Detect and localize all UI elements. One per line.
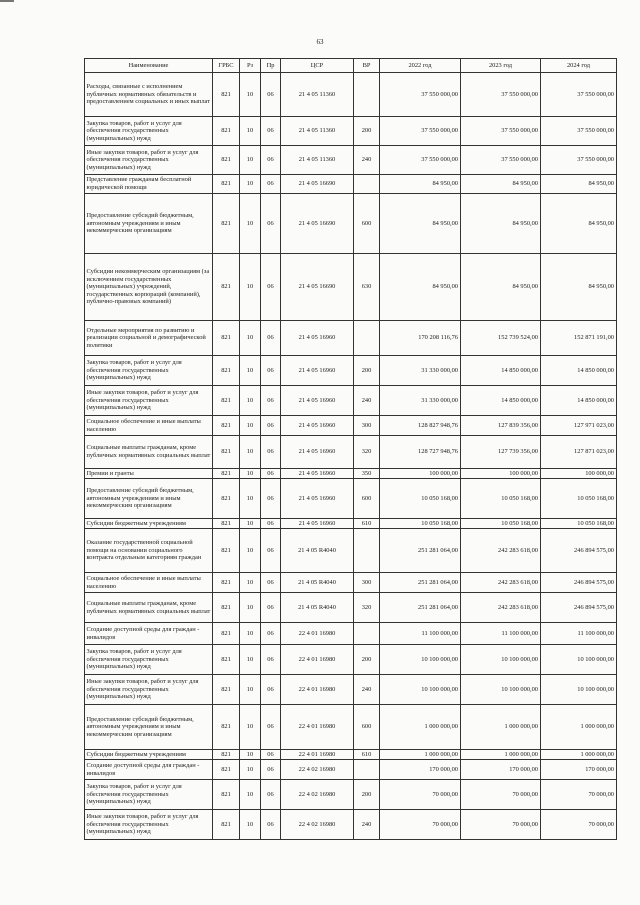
page-number: 63: [316, 38, 324, 46]
row-vr-cell: 240: [354, 146, 380, 175]
row-amount-2024-cell: 10 050 168,00: [541, 519, 617, 529]
row-vr-cell: [354, 321, 380, 356]
row-rz-cell: 10: [240, 573, 261, 593]
row-rz-cell: 10: [240, 321, 261, 356]
row-name-cell: Предоставление субсидий бюджетным, автономным учреждениям и иным некоммерческим организациям: [85, 479, 213, 519]
row-rz-cell: 10: [240, 469, 261, 479]
row-name-cell: Закупка товаров, работ и услуг для обеспечения государственных (муниципальных) нужд: [85, 117, 213, 146]
row-csr-cell: 21 4 05 16690: [281, 175, 354, 194]
row-csr-cell: 22 4 01 16980: [281, 645, 354, 675]
row-rz-cell: 10: [240, 194, 261, 254]
row-pr-cell: 06: [261, 780, 281, 810]
table-row: [85, 386, 617, 416]
row-csr-cell: 21 4 05 11360: [281, 73, 354, 117]
row-rz-cell: 10: [240, 117, 261, 146]
row-grbs-cell: 821: [213, 780, 240, 810]
row-grbs-cell: 821: [213, 675, 240, 705]
row-csr-cell: 21 4 05 11360: [281, 146, 354, 175]
row-amount-2023-cell: 10 100 000,00: [461, 675, 541, 705]
row-amount-2022-cell: 1 000 000,00: [380, 750, 461, 760]
row-pr-cell: 06: [261, 760, 281, 780]
table-row: [85, 73, 617, 117]
row-vr-cell: 630: [354, 254, 380, 321]
header-pr: Пр: [261, 59, 281, 73]
scan-edge-mark: [0, 0, 14, 2]
row-grbs-cell: 821: [213, 73, 240, 117]
row-amount-2022-cell: 10 100 000,00: [380, 675, 461, 705]
row-rz-cell: 10: [240, 750, 261, 760]
row-grbs-cell: 821: [213, 117, 240, 146]
row-grbs-cell: 821: [213, 529, 240, 573]
row-name-cell: Предоставление субсидий бюджетным, автономным учреждениям и иным некоммерческим организациям: [85, 705, 213, 750]
row-pr-cell: 06: [261, 469, 281, 479]
row-amount-2024-cell: 84 950,00: [541, 175, 617, 194]
row-amount-2023-cell: 37 550 000,00: [461, 73, 541, 117]
row-name-cell: Закупка товаров, работ и услуг для обеспечения государственных (муниципальных) нужд: [85, 645, 213, 675]
row-amount-2023-cell: 242 283 618,00: [461, 593, 541, 623]
row-amount-2023-cell: 1 000 000,00: [461, 705, 541, 750]
table-row: [85, 416, 617, 436]
row-csr-cell: 21 4 05 11360: [281, 117, 354, 146]
row-rz-cell: 10: [240, 254, 261, 321]
row-name-cell: Расходы, связанные с исполнением публичных нормативных обязательств и предоставлением социальных и иных выплат: [85, 73, 213, 117]
row-pr-cell: 06: [261, 623, 281, 645]
row-amount-2023-cell: 84 950,00: [461, 254, 541, 321]
row-amount-2022-cell: 100 000,00: [380, 469, 461, 479]
table-row: [85, 675, 617, 705]
row-amount-2022-cell: 10 100 000,00: [380, 645, 461, 675]
row-pr-cell: 06: [261, 705, 281, 750]
row-amount-2024-cell: 70 000,00: [541, 780, 617, 810]
row-csr-cell: 21 4 05 16690: [281, 254, 354, 321]
row-name-cell: Иные закупки товаров, работ и услуг для обеспечения государственных (муниципальных) нужд: [85, 675, 213, 705]
header-grbs: ГРБС: [213, 59, 240, 73]
row-amount-2022-cell: 10 050 168,00: [380, 479, 461, 519]
row-vr-cell: 600: [354, 194, 380, 254]
row-amount-2023-cell: 10 050 168,00: [461, 479, 541, 519]
row-name-cell: Оказание государственной социальной помощи на основании социального контракта отдельным категориям граждан: [85, 529, 213, 573]
row-grbs-cell: 821: [213, 750, 240, 760]
row-amount-2022-cell: 37 550 000,00: [380, 146, 461, 175]
row-pr-cell: 06: [261, 386, 281, 416]
row-amount-2024-cell: 37 550 000,00: [541, 146, 617, 175]
row-rz-cell: 10: [240, 519, 261, 529]
row-amount-2024-cell: 84 950,00: [541, 194, 617, 254]
row-csr-cell: 22 4 01 16980: [281, 750, 354, 760]
row-vr-cell: [354, 623, 380, 645]
table-row: [85, 519, 617, 529]
row-grbs-cell: 821: [213, 356, 240, 386]
table-row: [85, 321, 617, 356]
row-amount-2024-cell: 14 850 000,00: [541, 356, 617, 386]
row-amount-2024-cell: 10 050 168,00: [541, 479, 617, 519]
row-rz-cell: 10: [240, 705, 261, 750]
row-grbs-cell: 821: [213, 593, 240, 623]
row-vr-cell: 320: [354, 593, 380, 623]
table-row: [85, 194, 617, 254]
table-row: [85, 750, 617, 760]
row-amount-2024-cell: 100 000,00: [541, 469, 617, 479]
row-rz-cell: 10: [240, 356, 261, 386]
row-pr-cell: 06: [261, 519, 281, 529]
table-row: [85, 254, 617, 321]
row-amount-2024-cell: 246 894 575,00: [541, 573, 617, 593]
row-csr-cell: 21 4 05 16960: [281, 416, 354, 436]
table-row: [85, 780, 617, 810]
row-name-cell: Представление гражданам бесплатной юридической помощи: [85, 175, 213, 194]
row-amount-2024-cell: 246 894 575,00: [541, 593, 617, 623]
row-amount-2023-cell: 242 283 618,00: [461, 573, 541, 593]
row-vr-cell: 200: [354, 645, 380, 675]
row-rz-cell: 10: [240, 593, 261, 623]
row-amount-2022-cell: 10 050 168,00: [380, 519, 461, 529]
row-name-cell: Создание доступной среды для граждан - инвалидов: [85, 760, 213, 780]
row-name-cell: Предоставление субсидий бюджетным, автономным учреждениям и иным некоммерческим организациям: [85, 194, 213, 254]
row-pr-cell: 06: [261, 117, 281, 146]
row-pr-cell: 06: [261, 675, 281, 705]
row-pr-cell: 06: [261, 73, 281, 117]
row-vr-cell: 350: [354, 469, 380, 479]
table-row: [85, 645, 617, 675]
row-csr-cell: 21 4 05 16960: [281, 519, 354, 529]
row-amount-2024-cell: 37 550 000,00: [541, 73, 617, 117]
row-vr-cell: 600: [354, 479, 380, 519]
row-amount-2022-cell: 37 550 000,00: [380, 73, 461, 117]
table-row: [85, 593, 617, 623]
header-year-2023: 2023 год: [461, 59, 541, 73]
row-pr-cell: 06: [261, 645, 281, 675]
row-rz-cell: 10: [240, 146, 261, 175]
row-amount-2023-cell: 10 050 168,00: [461, 519, 541, 529]
row-amount-2022-cell: 128 827 948,76: [380, 416, 461, 436]
row-rz-cell: 10: [240, 416, 261, 436]
table-row: [85, 175, 617, 194]
row-rz-cell: 10: [240, 386, 261, 416]
row-csr-cell: 21 4 05 R4040: [281, 573, 354, 593]
row-name-cell: Социальные выплаты гражданам, кроме публичных нормативных социальных выплат: [85, 593, 213, 623]
row-vr-cell: 240: [354, 675, 380, 705]
row-amount-2024-cell: 1 000 000,00: [541, 705, 617, 750]
row-amount-2024-cell: 10 100 000,00: [541, 675, 617, 705]
row-amount-2024-cell: 84 950,00: [541, 254, 617, 321]
row-amount-2023-cell: 152 739 524,00: [461, 321, 541, 356]
row-amount-2024-cell: 70 000,00: [541, 810, 617, 840]
row-pr-cell: 06: [261, 254, 281, 321]
row-vr-cell: [354, 73, 380, 117]
table-row: [85, 436, 617, 469]
table-row: [85, 146, 617, 175]
row-grbs-cell: 821: [213, 479, 240, 519]
row-pr-cell: 06: [261, 810, 281, 840]
row-amount-2024-cell: 37 550 000,00: [541, 117, 617, 146]
row-vr-cell: 200: [354, 117, 380, 146]
row-amount-2024-cell: 127 971 023,00: [541, 416, 617, 436]
header-vr: ВР: [354, 59, 380, 73]
row-csr-cell: 22 4 02 16980: [281, 780, 354, 810]
header-row: [85, 59, 617, 73]
header-year-2024: 2024 год: [541, 59, 617, 73]
header-name: Наименование: [85, 59, 213, 73]
row-pr-cell: 06: [261, 416, 281, 436]
row-rz-cell: 10: [240, 175, 261, 194]
table-row: [85, 760, 617, 780]
row-amount-2024-cell: 11 100 000,00: [541, 623, 617, 645]
row-grbs-cell: 821: [213, 623, 240, 645]
row-name-cell: Социальные выплаты гражданам, кроме публичных нормативных социальных выплат: [85, 436, 213, 469]
row-vr-cell: [354, 760, 380, 780]
row-csr-cell: 21 4 05 R4040: [281, 593, 354, 623]
row-pr-cell: 06: [261, 175, 281, 194]
row-vr-cell: 200: [354, 780, 380, 810]
row-pr-cell: 06: [261, 479, 281, 519]
table-row: [85, 573, 617, 593]
row-amount-2023-cell: 84 950,00: [461, 194, 541, 254]
table-body: [85, 73, 617, 840]
row-amount-2023-cell: 14 850 000,00: [461, 386, 541, 416]
row-amount-2023-cell: 242 283 618,00: [461, 529, 541, 573]
row-name-cell: Премии и гранты: [85, 469, 213, 479]
table-row: [85, 356, 617, 386]
table-row: [85, 529, 617, 573]
row-rz-cell: 10: [240, 780, 261, 810]
row-csr-cell: 21 4 05 16960: [281, 386, 354, 416]
row-pr-cell: 06: [261, 593, 281, 623]
row-rz-cell: 10: [240, 529, 261, 573]
row-amount-2022-cell: 70 000,00: [380, 810, 461, 840]
row-amount-2024-cell: 127 871 023,00: [541, 436, 617, 469]
row-grbs-cell: 821: [213, 760, 240, 780]
row-amount-2023-cell: 37 550 000,00: [461, 117, 541, 146]
table-row: [85, 705, 617, 750]
row-amount-2022-cell: 84 950,00: [380, 254, 461, 321]
row-amount-2022-cell: 31 330 000,00: [380, 386, 461, 416]
row-grbs-cell: 821: [213, 386, 240, 416]
row-grbs-cell: 821: [213, 645, 240, 675]
row-amount-2023-cell: 11 100 000,00: [461, 623, 541, 645]
table-row: [85, 117, 617, 146]
row-amount-2022-cell: 1 000 000,00: [380, 705, 461, 750]
row-pr-cell: 06: [261, 573, 281, 593]
row-vr-cell: 320: [354, 436, 380, 469]
row-csr-cell: 22 4 01 16980: [281, 675, 354, 705]
table-row: [85, 810, 617, 840]
budget-table-container: [84, 58, 616, 840]
row-vr-cell: [354, 175, 380, 194]
row-amount-2023-cell: 14 850 000,00: [461, 356, 541, 386]
row-vr-cell: 300: [354, 416, 380, 436]
row-grbs-cell: 821: [213, 321, 240, 356]
row-name-cell: Социальное обеспечение и иные выплаты населению: [85, 573, 213, 593]
row-rz-cell: 10: [240, 73, 261, 117]
row-amount-2022-cell: 37 550 000,00: [380, 117, 461, 146]
row-pr-cell: 06: [261, 356, 281, 386]
table-row: [85, 469, 617, 479]
row-grbs-cell: 821: [213, 146, 240, 175]
row-amount-2022-cell: 128 727 948,76: [380, 436, 461, 469]
row-amount-2023-cell: 127 839 356,00: [461, 416, 541, 436]
row-amount-2024-cell: 246 894 575,00: [541, 529, 617, 573]
row-grbs-cell: 821: [213, 469, 240, 479]
row-vr-cell: 300: [354, 573, 380, 593]
row-amount-2023-cell: 84 950,00: [461, 175, 541, 194]
row-grbs-cell: 821: [213, 519, 240, 529]
table-row: [85, 623, 617, 645]
row-amount-2023-cell: 170 000,00: [461, 760, 541, 780]
row-csr-cell: 21 4 05 R4040: [281, 529, 354, 573]
row-name-cell: Иные закупки товаров, работ и услуг для обеспечения государственных (муниципальных) нужд: [85, 146, 213, 175]
row-rz-cell: 10: [240, 675, 261, 705]
row-pr-cell: 06: [261, 194, 281, 254]
row-amount-2022-cell: 84 950,00: [380, 194, 461, 254]
row-grbs-cell: 821: [213, 194, 240, 254]
row-vr-cell: 610: [354, 519, 380, 529]
row-amount-2022-cell: 170 208 116,76: [380, 321, 461, 356]
row-csr-cell: 22 4 01 16980: [281, 623, 354, 645]
row-csr-cell: 22 4 01 16980: [281, 705, 354, 750]
header-year-2022: 2022 год: [380, 59, 461, 73]
row-name-cell: Создание доступной среды для граждан - инвалидов: [85, 623, 213, 645]
row-vr-cell: 240: [354, 386, 380, 416]
row-pr-cell: 06: [261, 750, 281, 760]
row-amount-2023-cell: 1 000 000,00: [461, 750, 541, 760]
row-amount-2023-cell: 70 000,00: [461, 780, 541, 810]
row-name-cell: Субсидии некоммерческим организациям (за исключением государственных (муниципальных) учреждений, государственных корпораций (компаний), публично-правовых компаний): [85, 254, 213, 321]
row-vr-cell: 240: [354, 810, 380, 840]
row-amount-2022-cell: 251 281 064,00: [380, 593, 461, 623]
budget-table: [84, 58, 617, 840]
row-amount-2022-cell: 11 100 000,00: [380, 623, 461, 645]
row-name-cell: Субсидии бюджетным учреждениям: [85, 750, 213, 760]
row-rz-cell: 10: [240, 760, 261, 780]
row-pr-cell: 06: [261, 436, 281, 469]
row-rz-cell: 10: [240, 436, 261, 469]
row-grbs-cell: 821: [213, 175, 240, 194]
row-amount-2022-cell: 31 330 000,00: [380, 356, 461, 386]
row-amount-2024-cell: 152 871 191,00: [541, 321, 617, 356]
row-csr-cell: 21 4 05 16960: [281, 436, 354, 469]
row-amount-2022-cell: 251 281 064,00: [380, 573, 461, 593]
row-amount-2024-cell: 170 000,00: [541, 760, 617, 780]
row-csr-cell: 21 4 05 16960: [281, 469, 354, 479]
row-amount-2022-cell: 251 281 064,00: [380, 529, 461, 573]
row-amount-2023-cell: 127 739 356,00: [461, 436, 541, 469]
row-pr-cell: 06: [261, 321, 281, 356]
row-pr-cell: 06: [261, 146, 281, 175]
row-grbs-cell: 821: [213, 705, 240, 750]
row-grbs-cell: 821: [213, 810, 240, 840]
row-rz-cell: 10: [240, 623, 261, 645]
row-name-cell: Субсидии бюджетным учреждениям: [85, 519, 213, 529]
table-header: [85, 59, 617, 73]
row-csr-cell: 22 4 02 16980: [281, 760, 354, 780]
row-csr-cell: 21 4 05 16960: [281, 321, 354, 356]
row-grbs-cell: 821: [213, 254, 240, 321]
row-pr-cell: 06: [261, 529, 281, 573]
row-amount-2022-cell: 170 000,00: [380, 760, 461, 780]
header-csr: ЦСР: [281, 59, 354, 73]
row-name-cell: Социальное обеспечение и иные выплаты населению: [85, 416, 213, 436]
table-row: [85, 479, 617, 519]
row-rz-cell: 10: [240, 645, 261, 675]
row-vr-cell: [354, 529, 380, 573]
row-csr-cell: 21 4 05 16690: [281, 194, 354, 254]
row-amount-2023-cell: 70 000,00: [461, 810, 541, 840]
row-name-cell: Иные закупки товаров, работ и услуг для обеспечения государственных (муниципальных) нужд: [85, 810, 213, 840]
row-amount-2022-cell: 70 000,00: [380, 780, 461, 810]
row-amount-2023-cell: 100 000,00: [461, 469, 541, 479]
row-name-cell: Отдельные мероприятия по развитию и реализации социальной и демографической политики: [85, 321, 213, 356]
row-csr-cell: 22 4 02 16980: [281, 810, 354, 840]
row-amount-2022-cell: 84 950,00: [380, 175, 461, 194]
row-amount-2024-cell: 10 100 000,00: [541, 645, 617, 675]
row-grbs-cell: 821: [213, 416, 240, 436]
row-vr-cell: 200: [354, 356, 380, 386]
row-amount-2023-cell: 10 100 000,00: [461, 645, 541, 675]
row-vr-cell: 600: [354, 705, 380, 750]
row-rz-cell: 10: [240, 810, 261, 840]
row-name-cell: Иные закупки товаров, работ и услуг для обеспечения государственных (муниципальных) нужд: [85, 386, 213, 416]
row-amount-2023-cell: 37 550 000,00: [461, 146, 541, 175]
row-vr-cell: 610: [354, 750, 380, 760]
row-csr-cell: 21 4 05 16960: [281, 356, 354, 386]
row-grbs-cell: 821: [213, 436, 240, 469]
row-name-cell: Закупка товаров, работ и услуг для обеспечения государственных (муниципальных) нужд: [85, 356, 213, 386]
header-rz: Рз: [240, 59, 261, 73]
row-grbs-cell: 821: [213, 573, 240, 593]
row-name-cell: Закупка товаров, работ и услуг для обеспечения государственных (муниципальных) нужд: [85, 780, 213, 810]
row-rz-cell: 10: [240, 479, 261, 519]
row-amount-2024-cell: 14 850 000,00: [541, 386, 617, 416]
row-csr-cell: 21 4 05 16960: [281, 479, 354, 519]
row-amount-2024-cell: 1 000 000,00: [541, 750, 617, 760]
